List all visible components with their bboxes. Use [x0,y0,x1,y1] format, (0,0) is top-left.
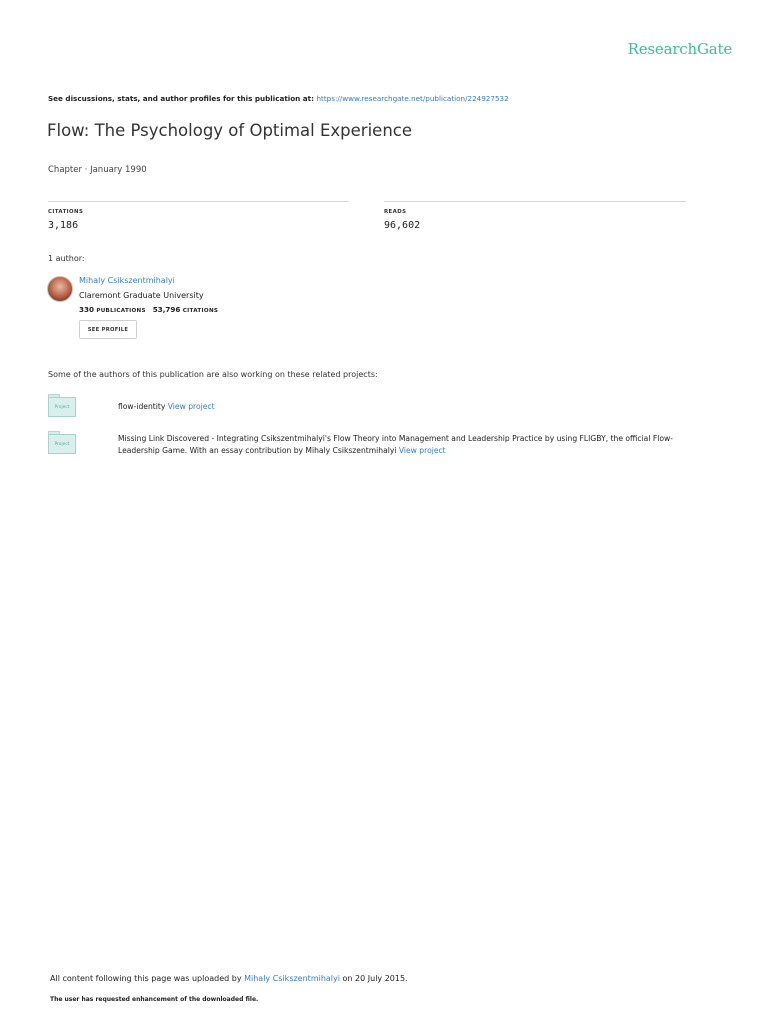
author-citations-count: 53,796 [152,305,181,314]
publication-meta: Chapter · January 1990 [48,165,147,175]
project-folder-icon [48,394,76,416]
view-project-link[interactable]: View project [167,402,215,411]
authors-heading: 1 author: [48,254,85,263]
enhancement-notice: The user has requested enhancement of the downloaded file. [50,996,259,1003]
view-project-link[interactable]: View project [398,446,446,455]
author-avatar[interactable] [47,276,73,302]
researchgate-logo[interactable]: ResearchGate [627,40,732,58]
upload-suffix: on 20 July 2015. [342,974,408,983]
project-icon-label: Project [48,434,76,454]
author-institution: Claremont Graduate University [79,291,204,300]
author-stats [79,305,218,314]
citations-divider [48,201,349,202]
top-notice-text: See discussions, stats, and author profiles for this publication at: [48,94,314,103]
reads-divider [384,201,686,202]
author-publications-count: 330 [79,305,95,314]
author-citations-label: CITATIONS [182,308,219,314]
upload-notice [50,974,408,983]
publication-link[interactable]: https://www.researchgate.net/publication/224927532 [316,94,509,103]
related-project-item [118,401,708,413]
publication-title: Flow: The Psychology of Optimal Experience [47,121,412,140]
related-project-item [118,433,708,457]
author-name-link[interactable]: Mihaly Csikszentmihalyi [79,276,175,285]
related-projects-heading: Some of the authors of this publication are also working on these related projects: [48,370,378,379]
project-icon-label: Project [48,397,76,417]
top-notice [48,94,509,103]
citations-value: 3,186 [48,220,79,231]
reads-value: 96,602 [384,220,421,231]
project-title: flow-identity [118,402,166,411]
upload-prefix: All content following this page was uploaded by [50,974,242,983]
project-folder-icon [48,431,76,453]
see-profile-button[interactable]: SEE PROFILE [79,320,137,339]
uploader-link[interactable]: Mihaly Csikszentmihalyi [244,974,340,983]
citations-label: CITATIONS [48,209,84,215]
project-title: Missing Link Discovered - Integrating Csikszentmihalyi's Flow Theory into Management and Leadership Practice by using FLIGBY, the official Flow-Leadership Game. With an essay contribution by Mihaly Csikszentmihalyi [118,434,673,455]
author-publications-label: PUBLICATIONS [96,308,146,314]
reads-label: READS [384,209,407,215]
